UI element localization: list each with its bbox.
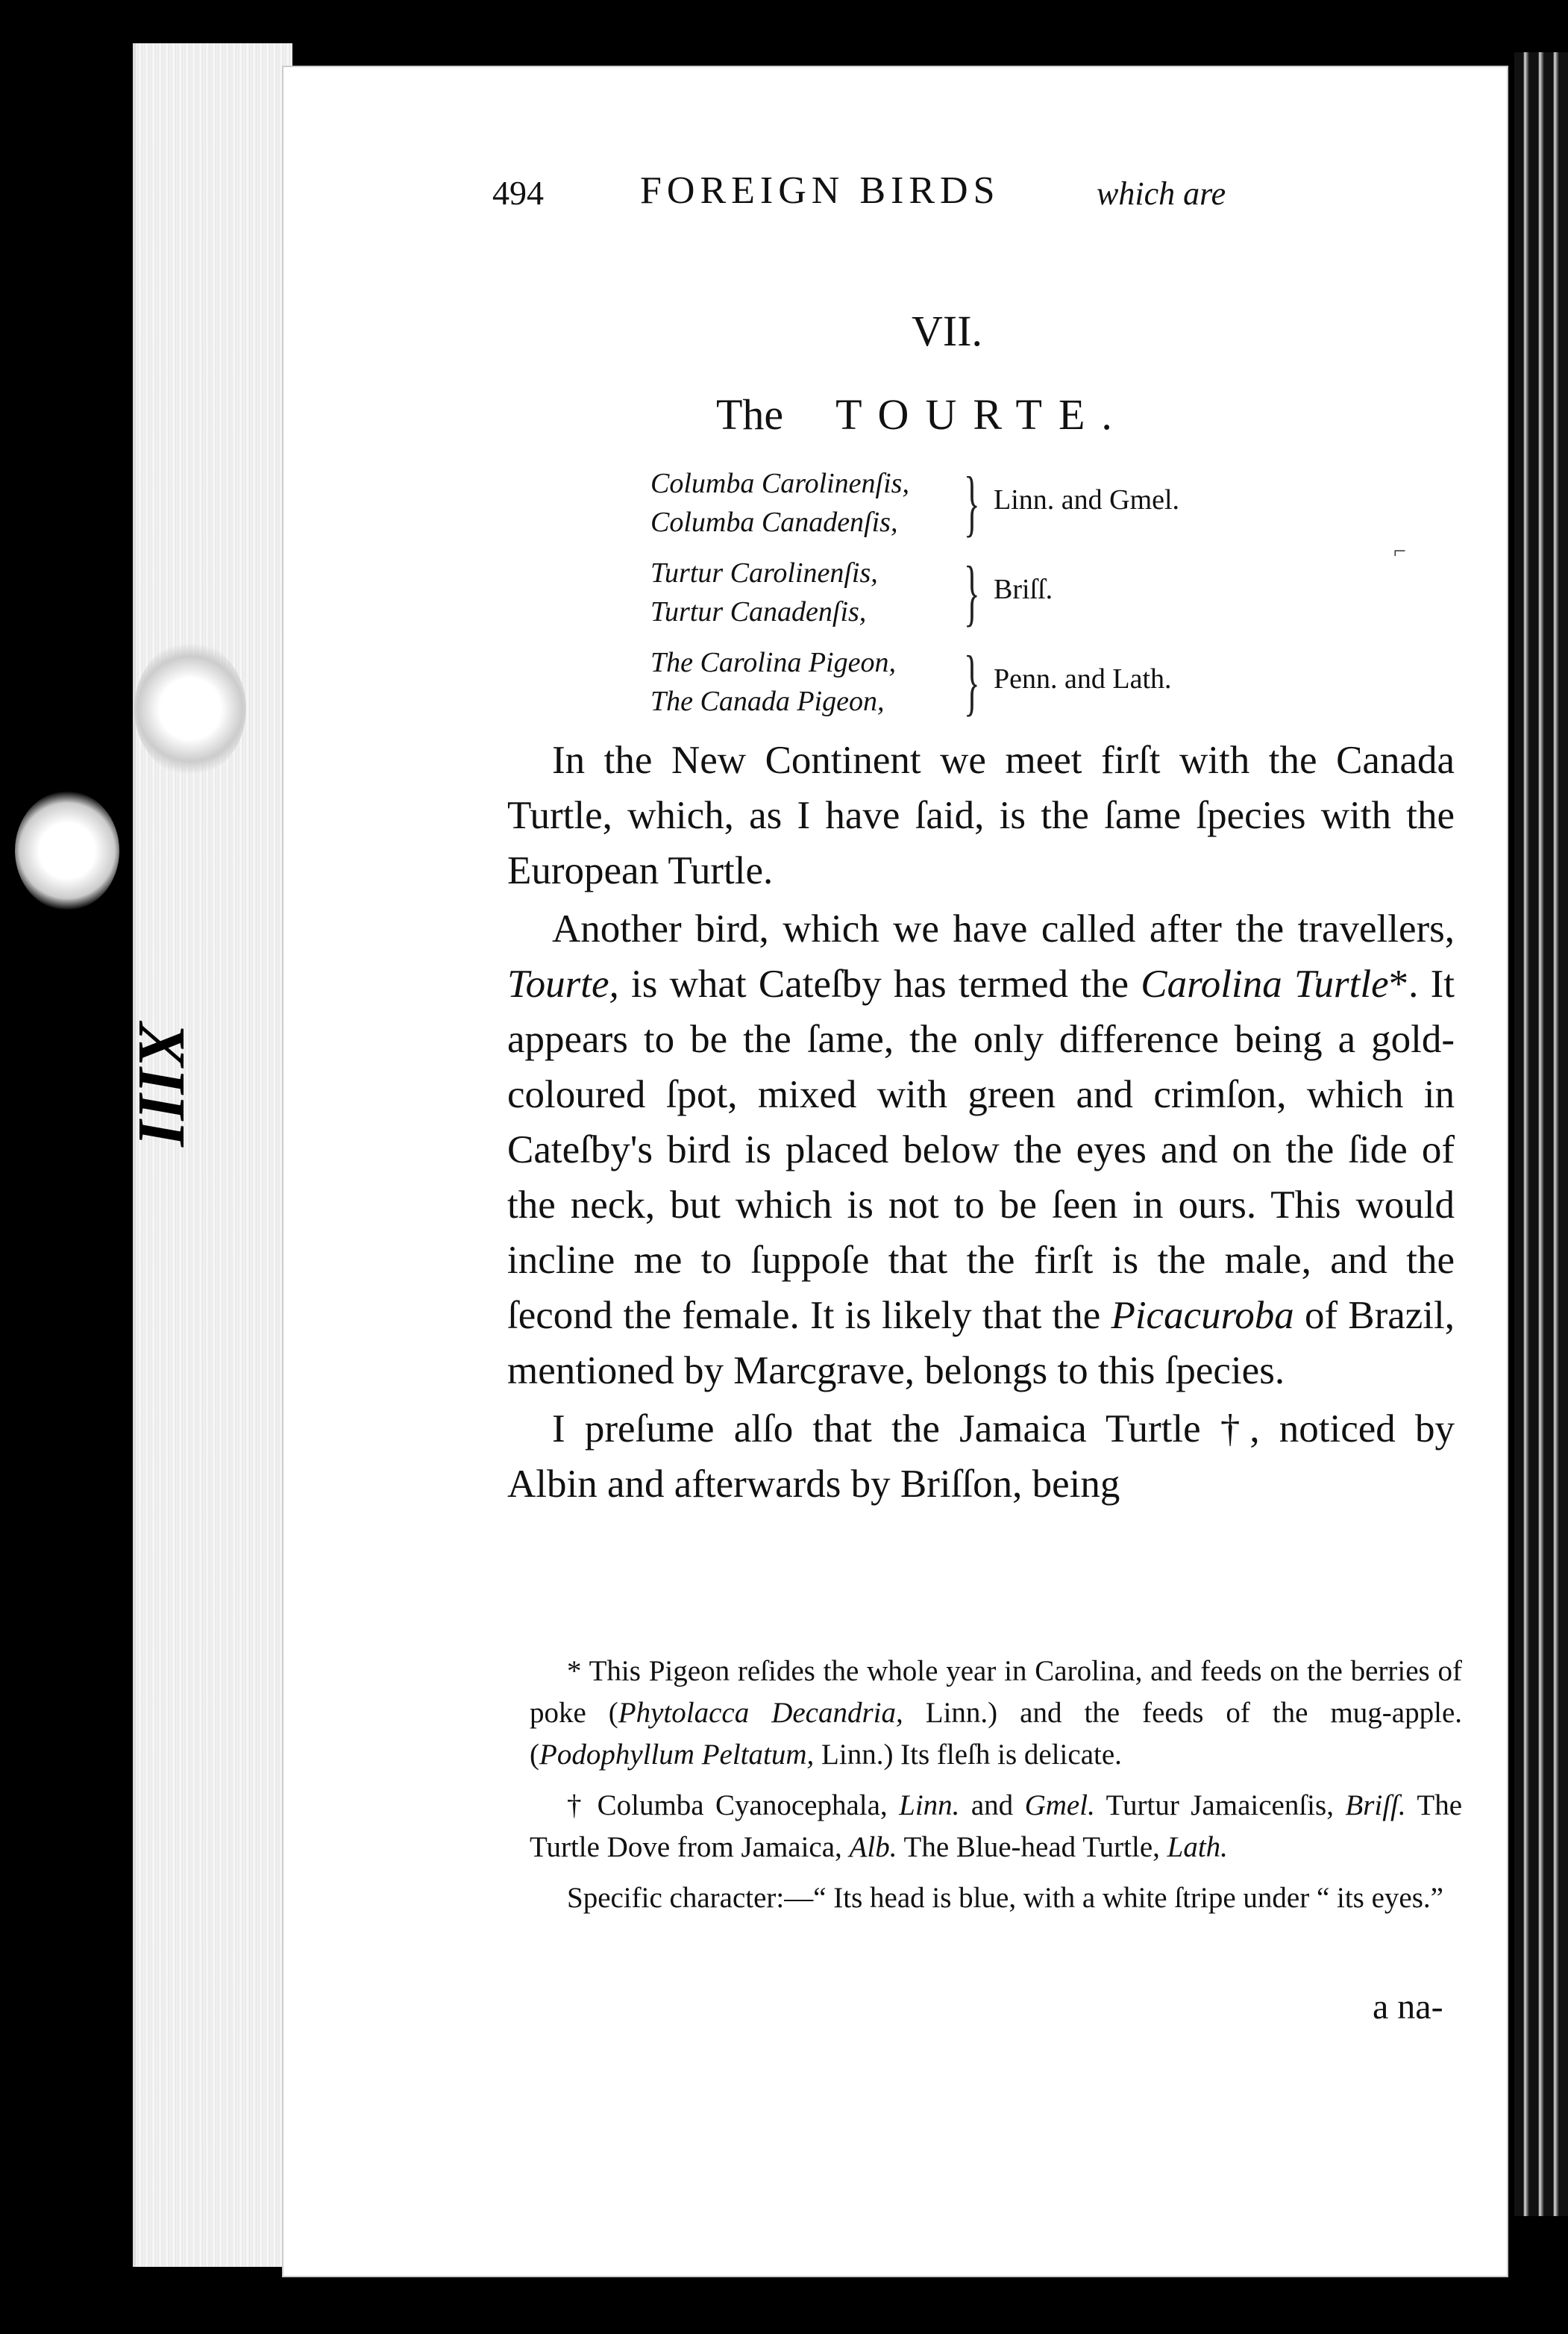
- synonym-name: Columba Carolinenſis,: [650, 468, 909, 499]
- species-title-name: TOURTE.: [835, 390, 1129, 439]
- synonym-name: The Carolina Pigeon,: [650, 647, 896, 678]
- species-title-prefix: The: [716, 390, 784, 439]
- brace: }: [964, 461, 980, 544]
- paragraph: I preſume alſo that the Jamaica Turtle †, noticed by Albin and afterwards by Briſſon, being: [507, 1407, 1455, 1506]
- catchword: a na-: [1373, 1987, 1443, 2027]
- paper-stain: [15, 791, 119, 910]
- book-page-edge: [133, 43, 292, 2267]
- synonym-name: The Canada Pigeon,: [650, 686, 885, 717]
- species-title: [716, 389, 1129, 439]
- running-head-italic: which are: [1097, 175, 1226, 212]
- synonym-authority: Linn. and Gmel.: [994, 484, 1180, 516]
- paragraph: In the New Continent we meet firſt with the Canada Turtle, which, as I have ſaid, is the ſame ſpecies with the European Turtle.: [507, 739, 1455, 892]
- paragraph: Another bird, which we have called after the travellers, Tourte, is what Cateſby has termed the Carolina Turtle*. It appears to be the ſame, the only difference being a gold-coloured ſpot, mixed with green and crimſon, which in Cateſby's bird is placed below the eyes and on the ſide of the neck, but which is not to be ſeen in ours. This would incline me to ſuppoſe that the firſt is the male, and the ſecond the female. It is likely that the Picacuroba of Brazil, mentioned by Marcgrave, belongs to this ſpecies.: [507, 907, 1455, 1392]
- running-head-title: FOREIGN BIRDS: [640, 169, 1000, 212]
- synonym-name: Turtur Canadenſis,: [650, 596, 867, 628]
- synonym-group: [650, 461, 1322, 554]
- brace: }: [964, 640, 980, 723]
- adjacent-page-strip: [1514, 52, 1568, 2216]
- synonym-group: [650, 640, 1322, 733]
- body-text: [507, 733, 1455, 1515]
- synonym-name: Turtur Carolinenſis,: [650, 557, 878, 589]
- paper-stain: [134, 642, 246, 776]
- synonym-group: [650, 551, 1322, 643]
- running-head: [492, 169, 1261, 225]
- footnote: † Columba Cyanocephala, Linn. and Gmel. Turtur Jamaicenſis, Briſſ. The Turtle Dove from Jamaica, Alb. The Blue-head Turtle, Lath.: [530, 1789, 1463, 1863]
- synonym-name: Columba Canadenſis,: [650, 507, 898, 538]
- section-number: VII.: [912, 307, 983, 355]
- edge-handwritten-mark: XIII: [125, 1022, 198, 1146]
- synonym-authority: Penn. and Lath.: [994, 663, 1172, 695]
- synonymy-list: [650, 461, 1322, 733]
- footnote: Specific character:—“ Its head is blue, with a white ſtripe under “ its eyes.”: [567, 1882, 1443, 1914]
- page-number: 494: [492, 174, 544, 212]
- footnotes: [530, 1651, 1462, 1928]
- footnote: * This Pigeon reſides the whole year in Carolina, and feeds on the berries of poke (Phytolacca Decandria, Linn.) and the feeds of the mug-apple. (Podophyllum Peltatum, Linn.) Its fleſh is delicate.: [530, 1655, 1462, 1771]
- margin-mark: ⌐: [1393, 539, 1406, 563]
- brace: }: [964, 551, 980, 633]
- synonym-authority: Briſſ.: [994, 574, 1053, 605]
